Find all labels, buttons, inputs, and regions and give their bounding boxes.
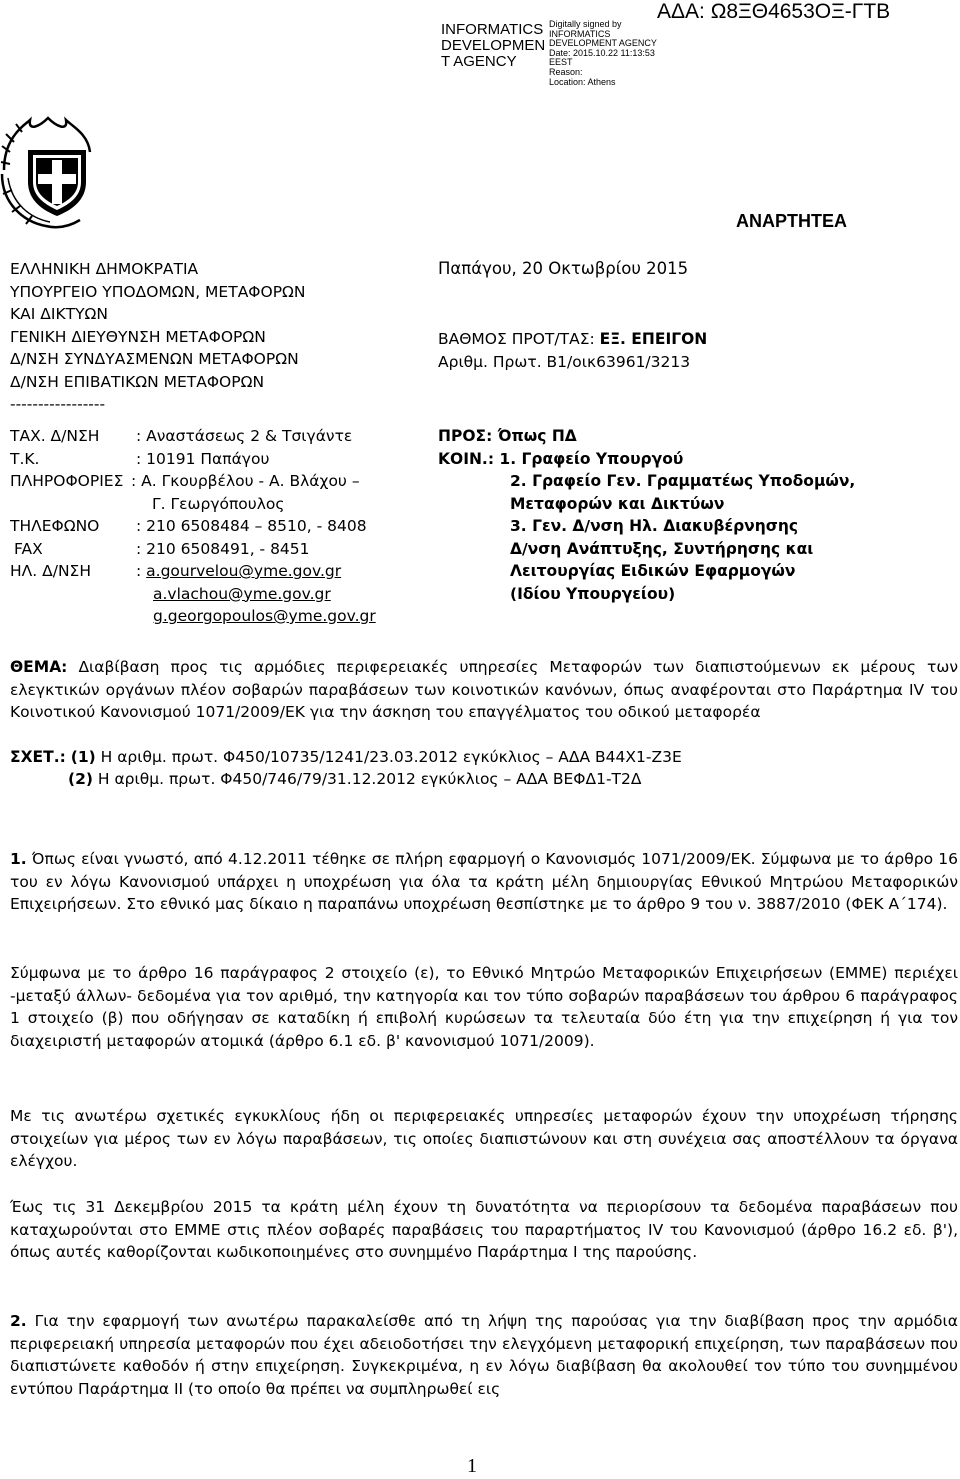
reference-line bbox=[68, 768, 641, 791]
email-prefix: : bbox=[136, 562, 147, 580]
sender-line: ΕΛΛΗΝΙΚΗ ΔΗΜΟΚΡΑΤΙΑ bbox=[10, 260, 199, 278]
contact-row bbox=[10, 470, 430, 493]
recipient-cc: ΚΟΙΝ.: 1. Γραφείο Υπουργού bbox=[438, 450, 684, 468]
sender-line: Δ/ΝΣΗ ΕΠΙΒΑΤΙΚΩΝ ΜΕΤΑΦΟΡΩΝ bbox=[10, 372, 265, 391]
signature-detail-line: Location: Athens bbox=[549, 76, 616, 87]
signature-org bbox=[441, 22, 545, 70]
signature-detail-line: INFORMATICS bbox=[549, 28, 611, 39]
reference-line bbox=[10, 746, 682, 769]
paragraph bbox=[10, 962, 958, 1052]
paragraph bbox=[10, 1196, 958, 1264]
email-link[interactable]: a.vlachou@yme.gov.gr bbox=[153, 584, 331, 603]
recipient-cc: Δ/νση Ανάπτυξης, Συντήρησης και bbox=[510, 540, 814, 558]
contact-row bbox=[10, 605, 430, 628]
contact-row bbox=[10, 538, 430, 561]
sender-line: Δ/ΝΣΗ ΣΥΝΔΥΑΣΜΕΝΩΝ ΜΕΤΑΦΟΡΩΝ bbox=[10, 350, 299, 368]
public-label: ΑΝΑΡΤΗΤΕΑ bbox=[736, 211, 847, 231]
priority-line bbox=[438, 328, 707, 351]
contact-row bbox=[10, 515, 430, 538]
recipient-cc: 3. Γεν. Δ/νση Ηλ. Διακυβέρνησης bbox=[510, 517, 799, 535]
sender-line: ΥΠΟΥΡΓΕΙΟ ΥΠΟΔΟΜΩΝ, ΜΕΤΑΦΟΡΩΝ bbox=[10, 282, 306, 301]
paragraph bbox=[10, 848, 958, 916]
reference-label: ΣΧΕΤ.: bbox=[10, 748, 66, 766]
reference-number: (2) bbox=[68, 770, 93, 788]
contact-label: FAX bbox=[14, 539, 43, 558]
contact-row bbox=[10, 493, 430, 516]
document-date: Παπάγου, 20 Οκτωβρίου 2015 bbox=[438, 259, 689, 278]
sender-line: ΓΕΝΙΚΗ ΔΙΕΥΘΥΝΣΗ ΜΕΤΑΦΟΡΩΝ bbox=[10, 327, 266, 346]
reference-text: Η αριθμ. πρωτ. Φ450/10735/1241/23.03.2012 εγκύκλιος – ΑΔΑ Β44Χ1-Ζ3Ε bbox=[95, 748, 682, 766]
paragraph-text: Όπως είναι γνωστό, από 4.12.2011 τέθηκε σε πλήρη εφαρμογή ο Κανονισμός 1071/2009/ΕΚ. Σύμφωνα με το άρθρο 16 του εν λόγω Κανονισμού υπάρχει η υποχρέωση για όλα τα κράτη μέλη δημιουργίας Εθνικού Μητρώου Μεταφορικών Επιχειρήσεων. Στο εθνικό μας δίκαιο η παραπάνω υποχρέωση θεσπίστηκε με το άρθρο 9 του ν. 3887/2010 (ΦΕΚ Α΄174). bbox=[10, 850, 958, 913]
contact-value: Γ. Γεωργόπουλος bbox=[152, 494, 285, 513]
contact-value: : 210 6508484 – 8510, - 8408 bbox=[136, 517, 367, 535]
email-link[interactable]: a.gourvelou@yme.gov.gr bbox=[146, 562, 342, 580]
reference-number: (1) bbox=[70, 748, 96, 766]
signature-details bbox=[549, 20, 657, 87]
contact-row bbox=[10, 425, 430, 448]
email-link[interactable]: g.georgopoulos@yme.gov.gr bbox=[153, 607, 376, 625]
contact-value bbox=[153, 605, 376, 628]
contact-block bbox=[10, 425, 430, 628]
reference-text: Η αριθμ. πρωτ. Φ450/746/79/31.12.2012 εγκύκλιος – ΑΔΑ ΒΕΦΔ1-Τ2Δ bbox=[92, 770, 642, 788]
paragraph-text: Έως τις 31 Δεκεμβρίου 2015 τα κράτη μέλη έχουν τη δυνατότητα να περιορίσουν τα δεδομένα παραβάσεων που καταχωρούνται στο ΕΜΜΕ στις πλέον σοβαρές παραβάσεις του παραρτήματος IV του Κανονισμού (άρθρο 16.2 εδ. β'), όπως αυτές καθορίζονται κωδικοποιημένες στο συνημμένο Παράρτημα Ι της παρούσης. bbox=[10, 1198, 958, 1261]
contact-label: ΠΛΗΡΟΦΟΡΙΕΣ bbox=[10, 472, 124, 490]
signature-detail-line: DEVELOPMENT AGENCY bbox=[549, 38, 657, 49]
signature-detail-line: EEST bbox=[549, 57, 573, 68]
contact-label: ΤΗΛΕΦΩΝΟ bbox=[10, 517, 100, 535]
signature-org-line: INFORMATICS bbox=[441, 21, 544, 38]
subject-label: ΘΕΜΑ: bbox=[10, 658, 68, 676]
priority-label: ΒΑΘΜΟΣ ΠΡΟΤ/ΤΑΣ: bbox=[438, 330, 600, 348]
page-number: 1 bbox=[467, 1455, 477, 1477]
signature-detail-line: Date: 2015.10.22 11:13:53 bbox=[549, 47, 655, 58]
contact-row bbox=[10, 448, 430, 471]
protocol-number: Αριθμ. Πρωτ. Β1/οικ63961/3213 bbox=[438, 353, 691, 371]
sender-block bbox=[10, 258, 305, 416]
signature-detail-line: Digitally signed by bbox=[549, 19, 622, 29]
contact-label: ΗΛ. Δ/ΝΣΗ bbox=[10, 562, 91, 580]
contact-value: : 10191 Παπάγου bbox=[136, 449, 270, 468]
subject-text: Διαβίβαση προς τις αρμόδιες περιφερειακές υπηρεσίες Μεταφορών των διαπιστούμενων εκ μέρους των ελεγκτικών οργάνων πλέον σοβαρών παραβάσεων των κοινοτικών κανόνων, όπως αναφέρονται στο Παράρτημα IV του Κοινοτικού Κανονισμού 1071/2009/ΕΚ για την άσκηση του επαγγέλματος του οδικού μεταφορέα bbox=[10, 658, 958, 721]
contact-row bbox=[10, 560, 430, 583]
contact-value: : Α. Γκουρβέλου - Α. Βλάχου – bbox=[131, 472, 360, 490]
signature-org-line: DEVELOPMEN bbox=[441, 37, 546, 54]
recipient-to: ΠΡΟΣ: Όπως ΠΔ bbox=[438, 427, 577, 445]
recipient-cc: Μεταφορών και Δικτύων bbox=[510, 495, 725, 513]
paragraph-text: Για την εφαρμογή των ανωτέρω παρακαλείσθε από τη λήψη της παρούσας για την διαβίβαση προς την αρμόδια περιφερειακή υπηρεσία μεταφορών που έχει αδειοδοτήσει την ελεγχόμενη μεταφορική επιχείρηση, των παραβάσεων που διαπιστώνετε καθοδόν ή στην επιχείρηση. Συγκεκριμένα, η εν λόγω διαβίβαση θα ακολουθεί τον τύπο του συνημμένου εντύπου Παράρτημα ΙΙ (το οποίο θα πρέπει να συμπληρωθεί εις bbox=[10, 1312, 958, 1398]
paragraph bbox=[10, 1105, 958, 1173]
contact-label: Τ.Κ. bbox=[10, 449, 40, 468]
contact-row bbox=[10, 583, 430, 606]
recipient-cc: (Ιδίου Υπουργείου) bbox=[510, 585, 676, 603]
paragraph bbox=[10, 1310, 958, 1400]
contact-value: : Αναστάσεως 2 & Τσιγάντε bbox=[136, 427, 353, 445]
sender-line: ----------------- bbox=[10, 395, 106, 413]
contact-value: : 210 6508491, - 8451 bbox=[136, 539, 310, 558]
contact-value bbox=[136, 560, 341, 583]
paragraph-text: Με τις ανωτέρω σχετικές εγκυκλίους ήδη οι περιφερειακές υπηρεσίες μεταφορών έχουν την υποχρέωση τήρησης στοιχείων για μέρος των εν λόγω παραβάσεων, τις οποίες διαπιστώνουν και στη συνέχεια σας αποστέλλουν τα όργανα ελέγχου. bbox=[10, 1107, 958, 1170]
recipient-cc: Λειτουργίας Ειδικών Εφαρμογών bbox=[510, 562, 796, 580]
recipient-cc: 2. Γραφείο Γεν. Γραμματέως Υποδομών, bbox=[510, 472, 856, 490]
contact-label: ΤΑΧ. Δ/ΝΣΗ bbox=[10, 427, 100, 445]
subject bbox=[10, 656, 958, 724]
paragraph-number: 2. bbox=[10, 1312, 27, 1330]
priority-value: ΕΞ. ΕΠΕΙΓΟΝ bbox=[599, 330, 708, 348]
paragraph-number: 1. bbox=[10, 850, 27, 868]
sender-line: ΚΑΙ ΔΙΚΤΥΩΝ bbox=[10, 305, 108, 323]
signature-detail-line: Reason: bbox=[549, 66, 583, 77]
paragraph-text: Σύμφωνα με το άρθρο 16 παράγραφος 2 στοιχείο (ε), το Εθνικό Μητρώο Μεταφορικών Επιχειρήσεων (ΕΜΜΕ) περιέχει -μεταξύ άλλων- δεδομένα για τον αριθμό, την κατηγορία και τον τύπο σοβαρών παραβάσεων του άρθρου 6 παράγραφος 1 στοιχείο (β) που οδήγησαν σε καταδίκη ή επιβολή κυρώσεων τα τελευταία δύο έτη για την επιχείρηση ή για τον διαχειριστή μεταφορών ατομικά (άρθρο 6.1 εδ. β' κανονισμού 1071/2009). bbox=[10, 964, 958, 1050]
greek-emblem-icon bbox=[0, 112, 118, 230]
signature-org-line: T AGENCY bbox=[441, 53, 517, 70]
contact-value bbox=[153, 583, 331, 606]
ada-code: ΑΔΑ: Ω8ΞΘ4653ΟΞ-ΓΤΒ bbox=[657, 0, 891, 23]
